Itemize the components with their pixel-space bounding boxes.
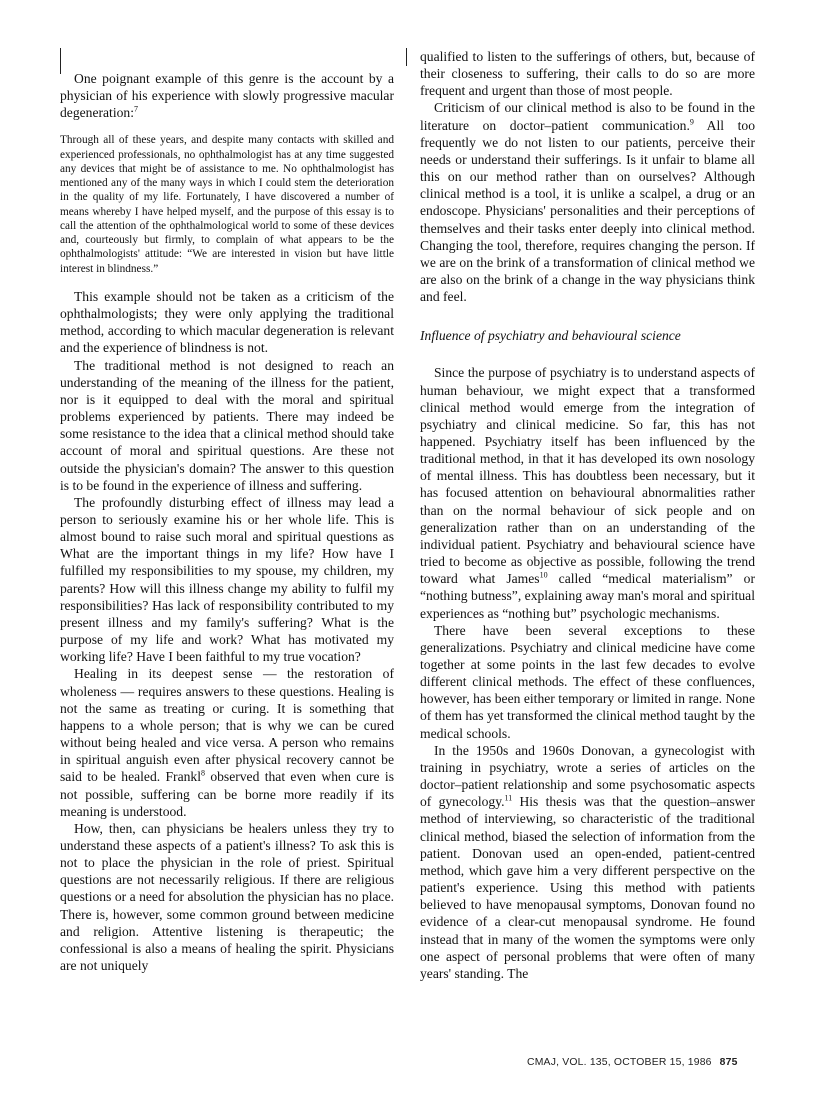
column-rule-middle (406, 48, 407, 66)
paragraph: The profoundly disturbing effect of illness may lead a person to seriously examine his or her whole life. This is almost bound to raise such moral and spiritual questions as What are the important things in my life? How have I fulfilled my responsibilities to my spouse, my children, my parents? How will this illness change my ability to fulfil my responsibilities? Has lack of responsibility contributed to my present illness and my family's suffering? What is the purpose of my life and work? What has motivated my working life? Have I been faithful to my true vocation? (60, 494, 394, 665)
paragraph: Since the purpose of psychiatry is to understand aspects of human behaviour, we might expect that a transformed clinical method would emerge from the integration of psychiatry and clinical medicine. So far, this has not happened. Psychiatry itself has been influenced by the traditional method, in that it has developed its own nosology of mental illness. This has doubtless been necessary, but it has focused attention on behavioural abnormalities rather than on the normal behaviour of sick people and on generalization rather than on an understanding of the individual patient. Psychiatry and behavioural science have tried to become as objective as possible, following the trend toward what James$^{10}$ called “medical materialism” or “nothing butness”, explaining away man's moral and spiritual experiences as “nothing but” psychologic mechanisms. (420, 365, 755, 621)
reference-marker: 10 (539, 570, 548, 580)
paragraph: There have been several exceptions to these generalizations. Psychiatry and clinical medicine have come together at some points in the last few decades to evolve different clinical methods. The effect of these confluences, however, has been either temporary or limited in range. None of them has yet transformed the clinical method taught by the medical schools. (420, 622, 755, 741)
paragraph: One poignant example of this genre is the account by a physician of his experience with slowly progressive macular degeneration:$^7$ (60, 71, 394, 121)
journal-citation: CMAJ, VOL. 135, OCTOBER 15, 1986 (527, 1057, 712, 1068)
page-number: 875 (719, 1057, 738, 1068)
left-column (60, 70, 394, 974)
paragraph: In the 1950s and 1960s Donovan, a gynecologist with training in psychiatry, wrote a series of articles on the doctor–patient relationship and some psychosomatic aspects of gynecology.$^{11}$ His thesis was that the question–answer method of interviewing, so characteristic of the traditional clinical method, biased the selection of information from the patient. Donovan used an open-ended, patient-centred method, which gave him a very different perspective on the patient's experience. Using this method with patients believed to have menopausal symptoms, Donovan found no evidence of a clear-cut menopausal syndrome. He found instead that in many of the women the symptoms were only one aspect of personal problems that were often of many years' standing. The (420, 742, 755, 981)
paragraph: The traditional method is not designed to reach an understanding of the meaning of the illness for the patient, nor is it equipped to deal with the moral and spiritual problems experienced by patients. There may indeed be some resistance to the idea that a clinical method should take account of moral and spiritual questions. Are these not outside the physician's domain? The answer to this question is to be found in the experience of illness and suffering. (60, 357, 394, 493)
reference-marker: 11 (504, 793, 513, 803)
reference-marker: 7 (133, 104, 138, 114)
page-footer (527, 1057, 767, 1068)
paragraph: qualified to listen to the sufferings of others, but, because of their closeness to suffering, their calls to do so are more frequent and urgent than those of most people. (420, 49, 755, 99)
paragraph: How, then, can physicians be healers unless they try to understand these aspects of a patient's illness? To ask this is not to place the physician in the role of priest. Spiritual questions are not necessarily religious. If there are religious questions or a need for absolution the physician has no place. There is, however, some common ground between medicine and religion. Attentive listening is therapeutic; the confessional is also a means of healing the spirit. Physicians are not uniquely (60, 820, 394, 974)
reference-marker: 8 (200, 768, 205, 778)
block-quote: Through all of these years, and despite many contacts with skilled and experienced professionals, no ophthalmologist has at any time suggested any devices that might be of assistance to me. No ophthalmologist has mentioned any of the many ways in which I could stem the deterioration in the quality of my life. Fortunately, I have discovered a number of means whereby I have helped myself, and the purpose of this essay is to call the attention of the ophthalmological world to some of these devices and, courteously but firmly, to complain of what appears to be the ophthalmologists' attitude: “We are interested in vision but have little interest in blindness.” (60, 134, 394, 275)
right-column (420, 48, 755, 982)
section-heading: Influence of psychiatry and behavioural science (420, 328, 681, 344)
paragraph: Healing in its deepest sense — the restoration of wholeness — requires answers to these questions. Healing is not the same as treating or curing. It is something that happens to a whole person; that is why we can be cured without being healed and vice versa. A person who remains in spiritual anguish even after physical recovery cannot be said to be healed. Frankl$^8$ observed that even when cure is not possible, suffering can be borne more readily if its meaning is understood. (60, 666, 394, 819)
paragraph: This example should not be taken as a criticism of the ophthalmologists; they were only applying the traditional method, according to which macular degeneration is relevant and the experience of blindness is not. (60, 288, 394, 356)
reference-marker: 9 (689, 117, 694, 127)
paragraph: Criticism of our clinical method is also to be found in the literature on doctor–patient communication.$^9$ All too frequently we do not listen to our patients, perceive their needs or understand their sufferings. Is it unfair to blame all this on our method rather than on ourselves? Although clinical method is a tool, it is unlike a scalpel, a drug or an endoscope. Physicians' personalities and their perceptions of themselves and their tasks enter deeply into clinical method. Changing the tool, therefore, requires changing the person. If we are on the brink of a transformation of clinical method we are also on the brink of a change in the way physicians think and feel. (420, 100, 755, 305)
